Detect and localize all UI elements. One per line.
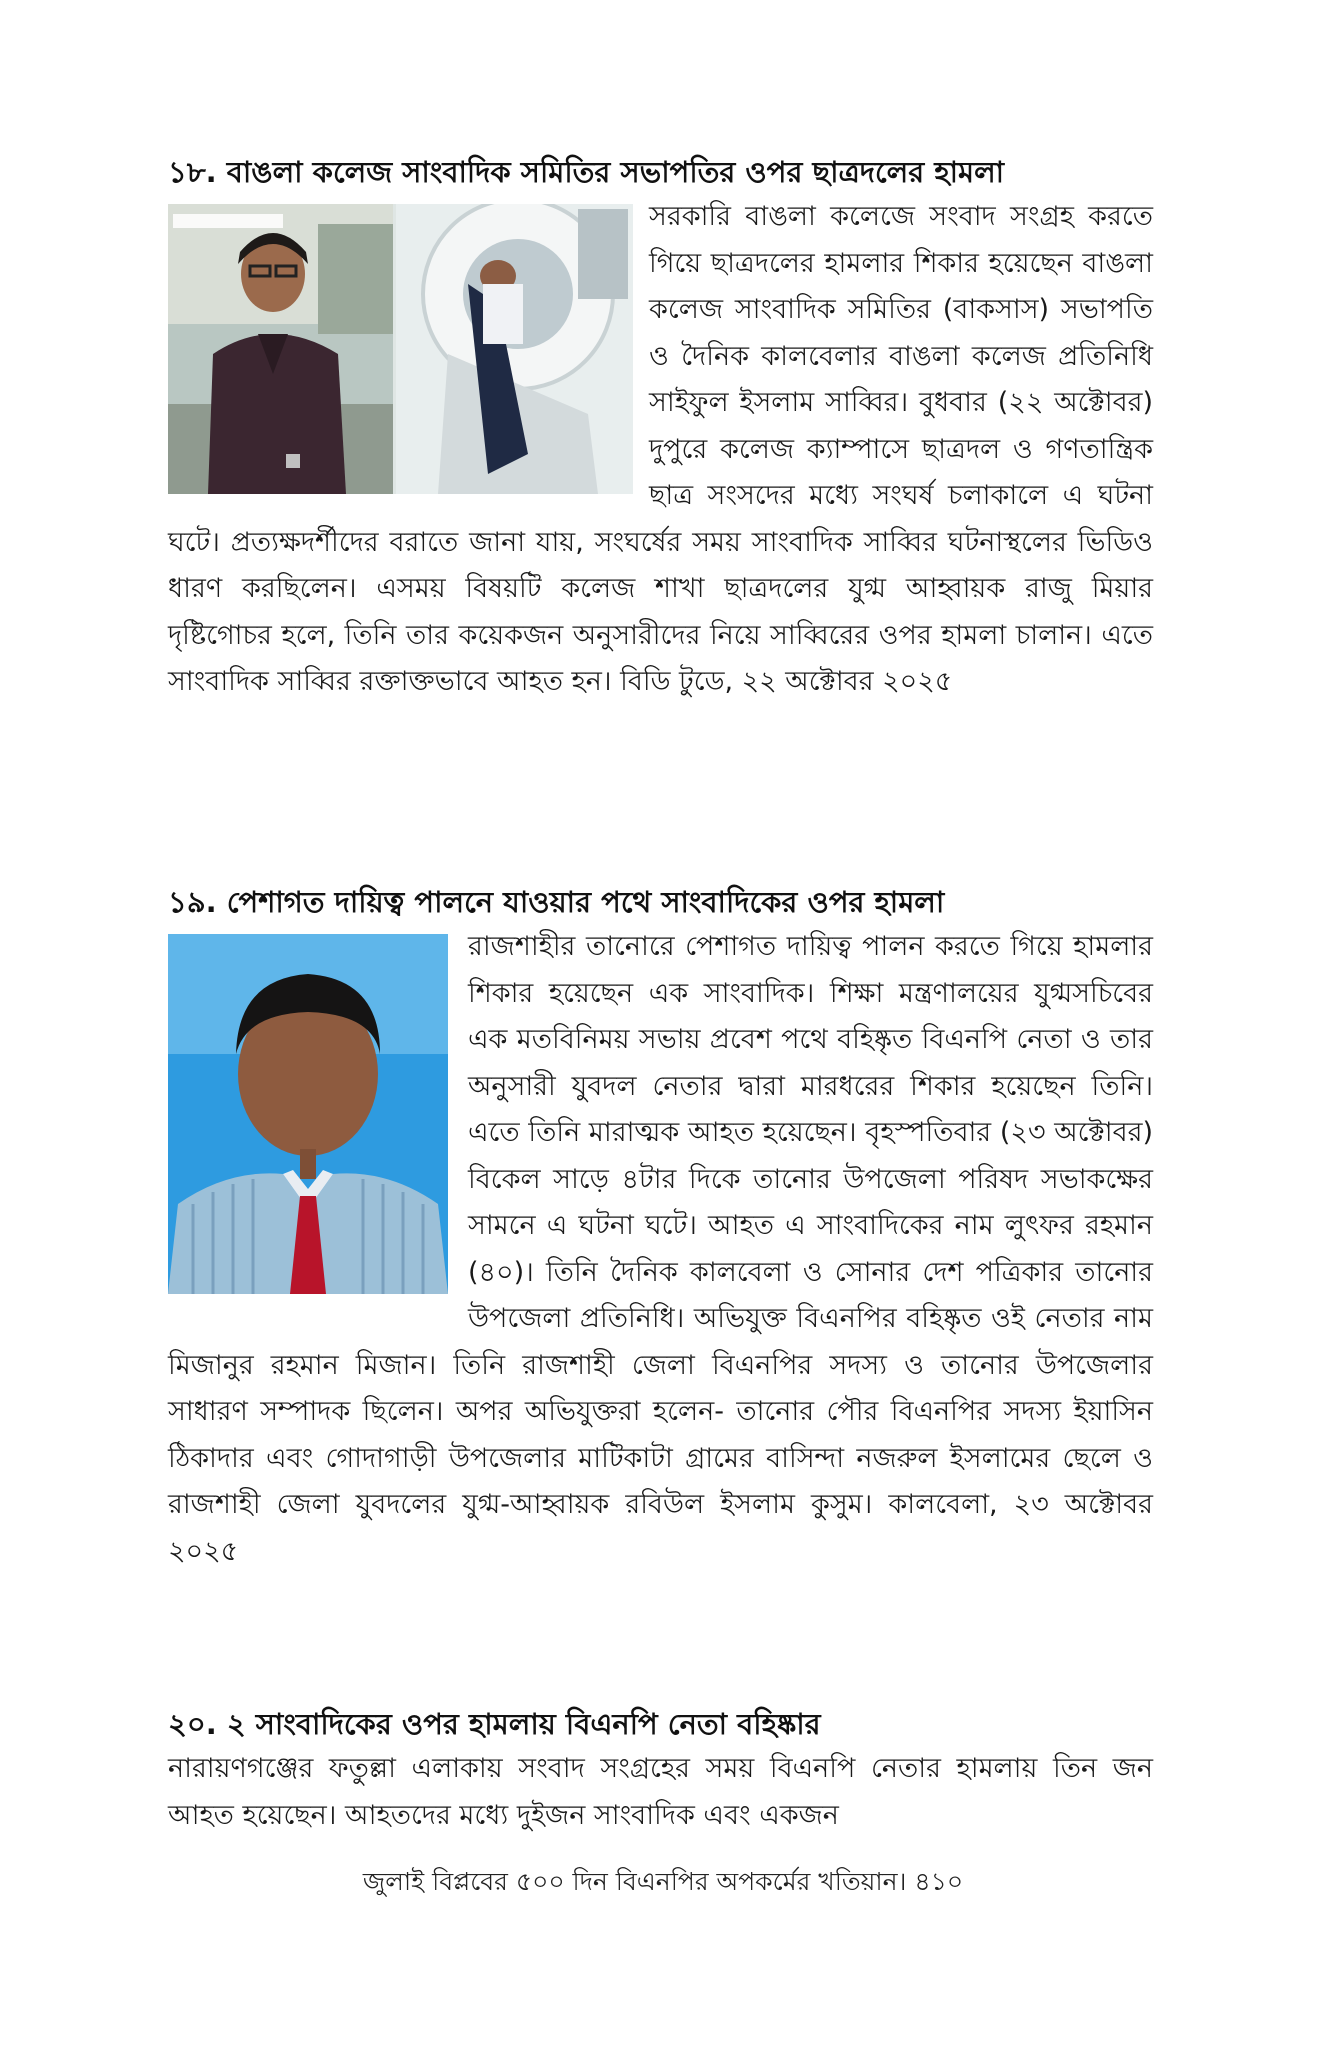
page-footer: জুলাই বিপ্লবের ৫০০ দিন বিএনপির অপকর্মের খতিয়ান। ৪১০ xyxy=(362,1867,964,1896)
article-18-photo xyxy=(168,204,633,494)
article-19 xyxy=(168,880,1153,1575)
article-19-photo xyxy=(168,934,448,1294)
article-19-heading: ১৯. পেশাগত দায়িত্ব পালনে যাওয়ার পথে সাংবাদিকের ওপর হামলা xyxy=(168,885,945,919)
article-18 xyxy=(168,150,1153,706)
article-19-body: রাজশাহীর তানোরে পেশাগত দায়িত্ব পালন করতে গিয়ে হামলার শিকার হয়েছেন এক সাংবাদিক। শিক্ষা মন্ত্রণালয়ের যুগ্মসচিবের এক মতবিনিময় সভায় প্রবেশ পথে বহিষ্কৃত বিএনপি নেতা ও তার অনুসারী যুবদল নেতার দ্বারা মারধরের শিকার হয়েছেন তিনি। এতে তিনি মারাত্মক আহত হয়েছেন। বৃহস্পতিবার (২৩ অক্টোবর) বিকেল সাড়ে ৪টার দিকে তানোর উপজেলা পরিষদ সভাকক্ষের সামনে এ ঘটনা ঘটে। আহত এ সাংবাদিকের নাম লুৎফর রহমান (৪০)। তিনি দৈনিক কালবেলা ও সোনার দেশ পত্রিকার তানোর উপজেলা প্রতিনিধি। অভিযুক্ত বিএনপির বহিষ্কৃত ওই নেতার নাম মিজানুর রহমান মিজান। তিনি রাজশাহী জেলা বিএনপির সদস্য ও তানোর উপজেলার সাধারণ সম্পাদক ছিলেন। অপর অভিযুক্তরা হলেন- তানোর পৌর বিএনপির সদস্য ইয়াসিন ঠিকাদার এবং গোদাগাড়ী উপজেলার মাটিকাটা গ্রামের বাসিন্দা নজরুল ইসলামের ছেলে ও রাজশাহী জেলা যুবদলের যুগ্ম-আহ্বায়ক রবিউল ইসলাম কুসুম। কালবেলা, ২৩ অক্টোবর ২০২৫ xyxy=(168,931,1153,1567)
article-20-body: নারায়ণগঞ্জের ফতুল্লা এলাকায় সংবাদ সংগ্রহের সময় বিএনপি নেতার হামলায় তিন জন আহত হয়েছেন। আহতদের মধ্যে দুইজন সাংবাদিক এবং একজন xyxy=(168,1753,1153,1831)
journalist-portrait-photo xyxy=(168,934,448,1294)
article-20 xyxy=(168,1702,1153,1839)
article-18-heading: ১৮. বাঙলা কলেজ সাংবাদিক সমিতির সভাপতির ওপর ছাত্রদলের হামলা xyxy=(168,155,1005,189)
journalist-and-hospital-photo xyxy=(168,204,633,494)
article-18-body: সরকারি বাঙলা কলেজে সংবাদ সংগ্রহ করতে গিয়ে ছাত্রদলের হামলার শিকার হয়েছেন বাঙলা কলেজ সাংবাদিক সমিতির (বাকসাস) সভাপতি ও দৈনিক কালবেলার বাঙলা কলেজ প্রতিনিধি সাইফুল ইসলাম সাব্বির। বুধবার (২২ অক্টোবর) দুপুরে কলেজ ক্যাম্পাসে ছাত্রদল ও গণতান্ত্রিক ছাত্র সংসদের মধ্যে সংঘর্ষ চলাকালে এ ঘটনা ঘটে। প্রত্যক্ষদর্শীদের বরাতে জানা যায়, সংঘর্ষের সময় সাংবাদিক সাব্বির ঘটনাস্থলের ভিডিও ধারণ করছিলেন। এসময় বিষয়টি কলেজ শাখা ছাত্রদলের যুগ্ম আহ্বায়ক রাজু মিয়ার দৃষ্টিগোচর হলে, তিনি তার কয়েকজন অনুসারীদের নিয়ে সাব্বিরের ওপর হামলা চালান। এতে সাংবাদিক সাব্বির রক্তাক্তভাবে আহত হন। বিডি টুডে, ২২ অক্টোবর ২০২৫ xyxy=(168,201,1153,697)
article-20-heading: ২০. ২ সাংবাদিকের ওপর হামলায় বিএনপি নেতা বহিষ্কার xyxy=(168,1707,821,1741)
